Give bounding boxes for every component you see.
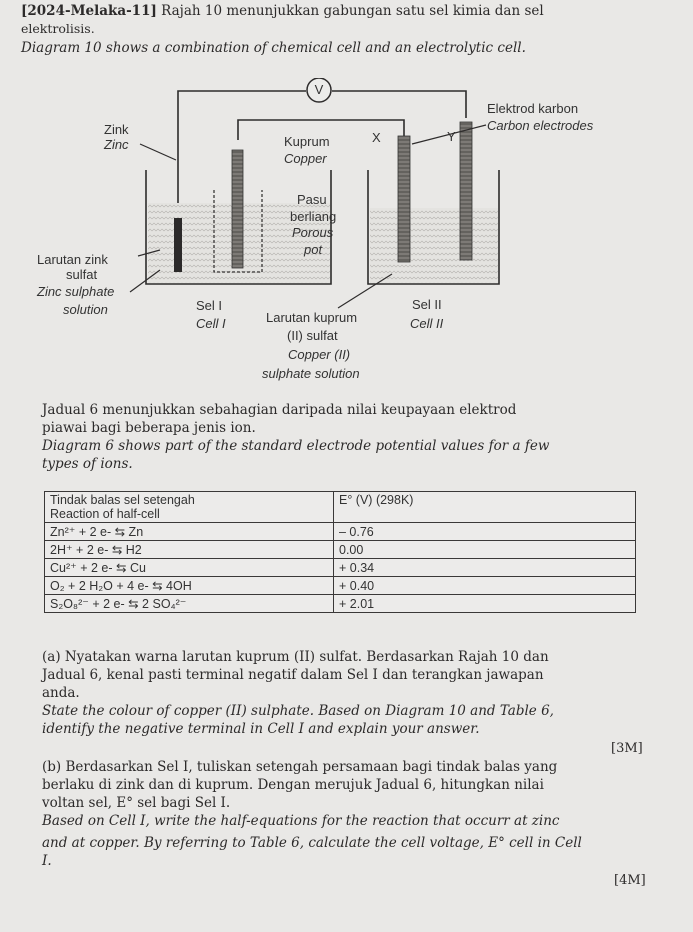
part-a-marks: [3M]: [611, 741, 643, 756]
carbon-electrode-y: [460, 122, 472, 260]
part-a-en2: identify the negative terminal in Cell I and explain your answer.: [42, 721, 480, 737]
zinc-sol-en2: solution: [63, 302, 108, 317]
cell-diagram: [0, 78, 693, 398]
part-a-ms3: anda.: [42, 685, 80, 701]
part-a-en1: State the colour of copper (II) sulphate. Based on Diagram 10 and Table 6,: [42, 703, 554, 719]
voltmeter: [307, 78, 331, 102]
part-a-ms1: (a) Nyatakan warna larutan kuprum (II) sulfat. Berdasarkan Rajah 10 dan: [42, 649, 549, 665]
carbon-label-ms: Elektrod karbon: [487, 101, 579, 116]
copper-electrode: [232, 150, 243, 268]
cell2-label-ms: Sel II: [412, 297, 442, 312]
e-value-cell: 0.00: [334, 541, 636, 559]
reaction-cell: S₂O₈²⁻ + 2 e- ⇆ 2 SO₄²⁻: [45, 595, 334, 613]
intro-en: Diagram 10 shows a combination of chemical cell and an electrolytic cell.: [21, 40, 526, 56]
e-value-cell: + 2.01: [334, 595, 636, 613]
table-row: [45, 523, 636, 541]
table-row: [45, 559, 636, 577]
part-b-en3: I.: [42, 853, 52, 869]
e-value-cell: + 0.40: [334, 577, 636, 595]
cell1-label-en: Cell I: [196, 316, 226, 331]
e-value-cell: – 0.76: [334, 523, 636, 541]
x-label: X: [372, 130, 381, 145]
porous-label-en1: Porous: [292, 225, 334, 240]
cell1-label-ms: Sel I: [196, 298, 223, 313]
part-b-ms3: voltan sel, E° sel bagi Sel I.: [42, 795, 231, 811]
intro-ms-line2: elektrolisis.: [21, 21, 95, 36]
y-label: Y: [447, 129, 456, 144]
cu-sol-ms2: (II) sulfat: [287, 328, 338, 343]
part-b-ms2: berlaku di zink dan di kuprum. Dengan merujuk Jadual 6, hitungkan nilai: [42, 777, 544, 793]
copper-label-ms: Kuprum: [284, 134, 330, 149]
zinc-sol-ms1: Larutan zink: [37, 252, 108, 267]
e-value-cell: + 0.34: [334, 559, 636, 577]
zinc-sol-en1: Zinc sulphate: [37, 284, 115, 299]
part-b-en1: Based on Cell I, write the half-equations for the reaction that occurr at zinc: [42, 813, 560, 829]
part-a-ms2: Jadual 6, kenal pasti terminal negatif dalam Sel I dan terangkan jawapan: [42, 667, 544, 683]
table-intro-en2: types of ions.: [42, 456, 133, 472]
porous-label-ms2: berliang: [290, 209, 337, 224]
part-b-marks: [4M]: [614, 873, 646, 888]
porous-label-en2: pot: [304, 242, 323, 257]
cell2-label-en: Cell II: [410, 316, 444, 331]
question-tag: [2024-Melaka-11]: [21, 3, 157, 19]
table-intro-en1: Diagram 6 shows part of the standard electrode potential values for a few: [42, 438, 550, 454]
table-intro-ms2: piawai bagi beberapa jenis ion.: [42, 420, 256, 436]
carbon-electrode-x: [398, 136, 410, 262]
table-header-row: [45, 492, 636, 523]
reaction-cell: Cu²⁺ + 2 e- ⇆ Cu: [45, 559, 334, 577]
col-header-e: E° (V) (298K): [334, 492, 636, 523]
cell2-beaker: [368, 170, 499, 284]
part-b-en2: and at copper. By referring to Table 6, calculate the cell voltage, E° cell in Cell: [42, 835, 582, 851]
intro-ms-line1: Rajah 10 menunjukkan gabungan satu sel kimia dan sel: [161, 3, 544, 19]
zinc-label-en: Zinc: [104, 137, 129, 152]
col-header-reaction: [45, 492, 334, 523]
zinc-electrode: [174, 218, 182, 272]
zinc-sol-ms2: sulfat: [66, 267, 98, 282]
col-header-reaction-en: Reaction of half-cell: [50, 507, 160, 521]
table-row: [45, 595, 636, 613]
electrode-potential-table: [44, 491, 636, 613]
table-row: [45, 541, 636, 559]
reaction-cell: O₂ + 2 H₂O + 4 e- ⇆ 4OH: [45, 577, 334, 595]
table-intro-ms1: Jadual 6 menunjukkan sebahagian daripada nilai keupayaan elektrod: [42, 402, 517, 418]
cu-sol-en1: Copper (II): [288, 347, 351, 362]
voltmeter-label: V: [314, 82, 324, 97]
cu-sol-en2: sulphate solution: [262, 366, 360, 381]
part-b-ms1: (b) Berdasarkan Sel I, tuliskan setengah persamaan bagi tindak balas yang: [42, 759, 558, 775]
copper-label-en: Copper: [284, 151, 327, 166]
reaction-cell: 2H⁺ + 2 e- ⇆ H2: [45, 541, 334, 559]
reaction-cell: Zn²⁺ + 2 e- ⇆ Zn: [45, 523, 334, 541]
zinc-label-ms: Zink: [104, 122, 129, 137]
carbon-label-en: Carbon electrodes: [487, 118, 594, 133]
cu-sol-ms1: Larutan kuprum: [266, 310, 358, 325]
porous-label-ms1: Pasu: [297, 192, 327, 207]
question-header-line1: [21, 3, 544, 19]
col-header-reaction-ms: Tindak balas sel setengah: [50, 493, 195, 507]
table-row: [45, 577, 636, 595]
